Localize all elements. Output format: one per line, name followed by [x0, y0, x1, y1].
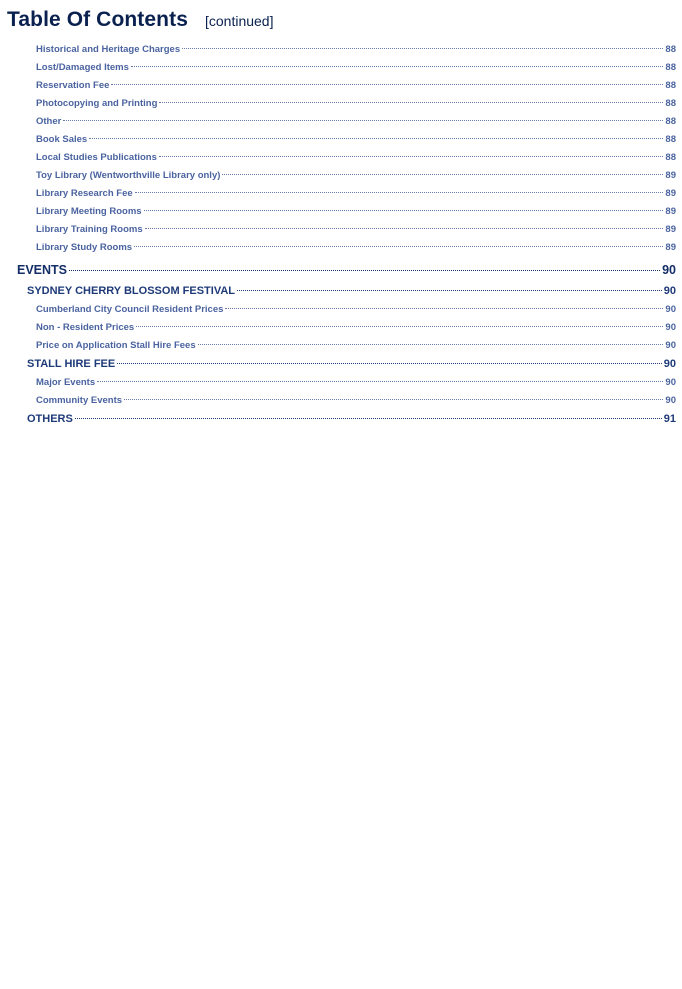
table-of-contents: [7, 44, 676, 432]
toc-entry-page: 89: [665, 206, 676, 217]
page-title: Table Of Contents: [7, 8, 188, 31]
dot-leader: [198, 344, 664, 345]
toc-entry-page: 90: [665, 377, 676, 388]
toc-entry-label: Cumberland City Council Resident Prices: [36, 304, 224, 315]
toc-entry-lost-damaged-items[interactable]: [7, 62, 676, 80]
toc-entry-page: 88: [665, 98, 676, 109]
toc-entry-page: 88: [665, 80, 676, 91]
toc-entry-label: Library Training Rooms: [36, 224, 143, 235]
toc-entry-historical-heritage-charges[interactable]: [7, 44, 676, 62]
toc-entry-page: 89: [665, 224, 676, 235]
toc-entry-sydney-cherry-blossom-festival[interactable]: [7, 285, 676, 304]
toc-entry-label: SYDNEY CHERRY BLOSSOM FESTIVAL: [27, 285, 236, 297]
toc-entry-library-research-fee[interactable]: [7, 188, 676, 206]
dot-leader: [117, 363, 662, 364]
dot-leader: [75, 418, 662, 419]
toc-entry-others[interactable]: [7, 413, 676, 432]
toc-entry-page: 91: [663, 413, 676, 425]
toc-entry-page: 88: [665, 62, 676, 73]
toc-entry-label: Price on Application Stall Hire Fees: [36, 340, 196, 351]
toc-entry-label: Toy Library (Wentworthville Library only): [36, 170, 221, 181]
page-subtitle: [continued]: [204, 13, 274, 29]
toc-entry-page: 90: [662, 263, 676, 277]
toc-entry-page: 90: [665, 322, 676, 333]
toc-entry-price-on-application[interactable]: [7, 340, 676, 358]
dot-leader: [131, 66, 664, 67]
toc-entry-local-studies-publications[interactable]: [7, 152, 676, 170]
toc-entry-community-events[interactable]: [7, 395, 676, 413]
toc-entry-label: Photocopying and Printing: [36, 98, 158, 109]
toc-entry-reservation-fee[interactable]: [7, 80, 676, 98]
dot-leader: [69, 270, 660, 271]
toc-entry-label: Major Events: [36, 377, 96, 388]
toc-entry-page: 89: [665, 242, 676, 253]
toc-entry-label: Reservation Fee: [36, 80, 110, 91]
toc-entry-label: STALL HIRE FEE: [27, 358, 116, 370]
toc-entry-photocopying-printing[interactable]: [7, 98, 676, 116]
toc-entry-book-sales[interactable]: [7, 134, 676, 152]
dot-leader: [159, 102, 663, 103]
toc-entry-label: Community Events: [36, 395, 123, 406]
toc-entry-label: Lost/Damaged Items: [36, 62, 129, 73]
dot-leader: [111, 84, 663, 85]
toc-entry-label: Book Sales: [36, 134, 88, 145]
toc-entry-label: EVENTS: [17, 263, 68, 277]
toc-entry-toy-library[interactable]: [7, 170, 676, 188]
toc-entry-page: 90: [665, 304, 676, 315]
toc-entry-major-events[interactable]: [7, 377, 676, 395]
toc-entry-page: 88: [665, 152, 676, 163]
toc-entry-label: Non - Resident Prices: [36, 322, 135, 333]
toc-entry-label: Local Studies Publications: [36, 152, 157, 163]
toc-entry-library-meeting-rooms[interactable]: [7, 206, 676, 224]
dot-leader: [145, 228, 664, 229]
dot-leader: [159, 156, 664, 157]
toc-entry-events[interactable]: [7, 263, 676, 285]
dot-leader: [182, 48, 663, 49]
toc-entry-stall-hire-fee[interactable]: [7, 358, 676, 377]
dot-leader: [144, 210, 664, 211]
dot-leader: [89, 138, 663, 139]
toc-entry-page: 89: [665, 188, 676, 199]
toc-entry-label: Historical and Heritage Charges: [36, 44, 181, 55]
toc-entry-resident-prices[interactable]: [7, 304, 676, 322]
toc-entry-label: OTHERS: [27, 413, 73, 425]
toc-entry-page: 90: [663, 285, 676, 297]
dot-leader: [134, 246, 663, 247]
toc-entry-library-training-rooms[interactable]: [7, 224, 676, 242]
page-header: [7, 8, 676, 38]
dot-leader: [225, 308, 663, 309]
toc-entry-library-study-rooms[interactable]: [7, 242, 676, 260]
dot-leader: [237, 290, 662, 291]
toc-entry-label: Other: [36, 116, 62, 127]
toc-entry-page: 90: [665, 340, 676, 351]
dot-leader: [63, 120, 663, 121]
toc-entry-page: 90: [663, 358, 676, 370]
toc-entry-other[interactable]: [7, 116, 676, 134]
toc-entry-page: 88: [665, 134, 676, 145]
toc-entry-page: 90: [665, 395, 676, 406]
toc-entry-page: 88: [665, 116, 676, 127]
toc-entry-non-resident-prices[interactable]: [7, 322, 676, 340]
dot-leader: [135, 192, 664, 193]
dot-leader: [97, 381, 663, 382]
dot-leader: [136, 326, 663, 327]
dot-leader: [124, 399, 663, 400]
toc-entry-page: 89: [665, 170, 676, 181]
toc-entry-label: Library Research Fee: [36, 188, 133, 199]
toc-entry-page: 88: [665, 44, 676, 55]
toc-entry-label: Library Study Rooms: [36, 242, 133, 253]
dot-leader: [222, 174, 663, 175]
toc-entry-label: Library Meeting Rooms: [36, 206, 142, 217]
